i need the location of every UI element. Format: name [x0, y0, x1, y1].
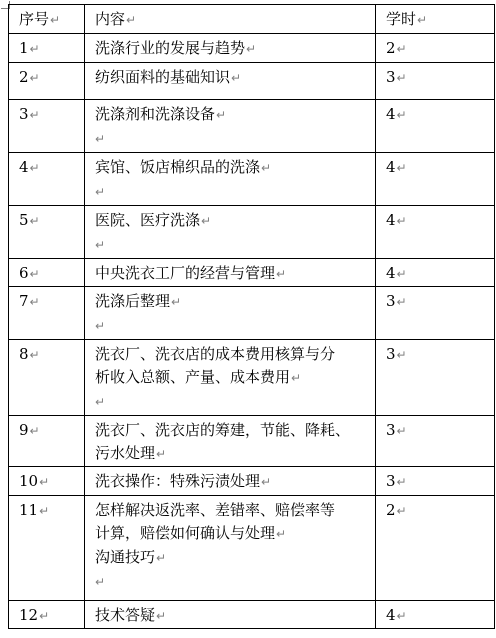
paragraph-mark-icon: ↵	[261, 161, 272, 175]
table-body	[9, 5, 495, 629]
row-hours: 4	[386, 606, 396, 624]
content-text: 沟通技巧	[95, 548, 156, 566]
row-number: 5	[19, 211, 29, 229]
content-line	[95, 262, 371, 286]
content-text: 洗衣厂、洗衣店的筹建，节能、降耗、	[95, 421, 351, 439]
paragraph-mark-icon: ↵	[276, 267, 287, 281]
course-schedule-table	[8, 4, 495, 629]
table-row	[9, 100, 495, 153]
row-hours: 3	[386, 292, 396, 310]
paragraph-mark-icon: ↵	[396, 424, 407, 438]
paragraph-mark-icon: ↵	[50, 13, 61, 27]
paragraph-mark-icon: ↵	[396, 161, 407, 175]
content-text: 洗衣操作：特殊污渍处理	[95, 472, 261, 490]
row-content-cell[interactable]	[85, 259, 376, 287]
content-text: 中央洗衣工厂的经营与管理	[95, 264, 276, 282]
paragraph-mark-icon: ↵	[417, 13, 428, 27]
row-hours: 4	[386, 158, 396, 176]
content-line	[95, 522, 371, 546]
row-content-cell[interactable]	[85, 34, 376, 63]
row-number-cell[interactable]	[9, 206, 85, 259]
paragraph-mark-icon: ↵	[29, 42, 40, 56]
row-number-cell[interactable]	[9, 601, 85, 629]
row-number-cell[interactable]	[9, 63, 85, 100]
header-cell-content[interactable]	[85, 5, 376, 34]
row-number: 9	[19, 421, 29, 439]
row-content-cell[interactable]	[85, 416, 376, 467]
row-number-cell[interactable]	[9, 34, 85, 63]
row-hours-cell[interactable]	[376, 601, 495, 629]
row-hours-cell[interactable]	[376, 100, 495, 153]
content-text: 洗涤行业的发展与趋势	[95, 39, 246, 57]
row-number: 7	[19, 292, 29, 310]
content-line	[95, 604, 371, 628]
row-number-cell[interactable]	[9, 153, 85, 206]
row-content-cell[interactable]	[85, 287, 376, 340]
row-content-cell[interactable]	[85, 63, 376, 100]
table-row	[9, 206, 495, 259]
row-hours: 4	[386, 211, 396, 229]
content-text: 污水处理	[95, 444, 156, 462]
content-text: 洗衣厂、洗衣店的成本费用核算与分	[95, 345, 336, 363]
row-content-cell[interactable]	[85, 153, 376, 206]
row-hours-cell[interactable]	[376, 206, 495, 259]
row-hours-cell[interactable]	[376, 467, 495, 496]
table-row	[9, 416, 495, 467]
row-number-cell[interactable]	[9, 287, 85, 340]
paragraph-mark-icon: ↵	[29, 424, 40, 438]
paragraph-mark-icon: ↵	[95, 132, 106, 146]
table-row	[9, 259, 495, 287]
empty-paragraph	[95, 180, 371, 203]
row-number-cell[interactable]	[9, 100, 85, 153]
paragraph-mark-icon: ↵	[261, 475, 272, 489]
row-number: 12	[19, 606, 39, 624]
row-hours-cell[interactable]	[376, 63, 495, 100]
paragraph-mark-icon: ↵	[396, 609, 407, 623]
table-row	[9, 467, 495, 496]
paragraph-mark-icon: ↵	[246, 42, 257, 56]
table-row	[9, 34, 495, 63]
header-no-label: 序号	[19, 10, 50, 28]
paragraph-mark-icon: ↵	[29, 348, 40, 362]
row-hours: 2	[386, 39, 396, 57]
paragraph-mark-icon: ↵	[396, 42, 407, 56]
paragraph-mark-icon: ↵	[396, 348, 407, 362]
content-text: 洗涤后整理	[95, 292, 171, 310]
table-row	[9, 496, 495, 601]
row-hours: 3	[386, 345, 396, 363]
paragraph-mark-icon: ↵	[39, 475, 50, 489]
row-hours-cell[interactable]	[376, 34, 495, 63]
row-number: 3	[19, 105, 29, 123]
header-content-label: 内容	[95, 10, 126, 28]
content-line	[95, 156, 371, 180]
row-number: 10	[19, 472, 39, 490]
table-row	[9, 287, 495, 340]
row-content-cell[interactable]	[85, 206, 376, 259]
paragraph-mark-icon: ↵	[39, 504, 50, 518]
content-text: 技术答疑	[95, 606, 156, 624]
paragraph-mark-icon: ↵	[396, 504, 407, 518]
row-number-cell[interactable]	[9, 416, 85, 467]
paragraph-mark-icon: ↵	[29, 161, 40, 175]
row-hours: 3	[386, 472, 396, 490]
row-number: 11	[19, 501, 39, 519]
table-row	[9, 601, 495, 629]
paragraph-mark-icon: ↵	[95, 238, 106, 252]
empty-paragraph	[95, 233, 371, 256]
row-hours: 2	[386, 501, 396, 519]
content-line	[95, 66, 371, 90]
table-row	[9, 340, 495, 416]
paragraph-mark-icon: ↵	[95, 575, 106, 589]
content-line	[95, 37, 371, 61]
paragraph-mark-icon: ↵	[291, 371, 302, 385]
header-hours-label: 学时	[386, 10, 417, 28]
row-hours: 3	[386, 68, 396, 86]
paragraph-mark-icon: ↵	[156, 609, 167, 623]
paragraph-mark-icon: ↵	[29, 71, 40, 85]
paragraph-mark-icon: ↵	[276, 527, 287, 541]
row-number: 2	[19, 68, 29, 86]
paragraph-mark-icon: ↵	[156, 551, 167, 565]
row-hours-cell[interactable]	[376, 287, 495, 340]
content-line	[95, 470, 371, 494]
paragraph-mark-icon: ↵	[396, 295, 407, 309]
paragraph-mark-icon: ↵	[156, 447, 167, 461]
row-hours-cell[interactable]	[376, 340, 495, 416]
paragraph-mark-icon: ↵	[95, 185, 106, 199]
paragraph-mark-icon: ↵	[396, 71, 407, 85]
empty-paragraph	[95, 570, 371, 593]
row-number: 4	[19, 158, 29, 176]
content-line	[95, 499, 371, 522]
row-number: 6	[19, 264, 29, 282]
content-text: 计算，赔偿如何确认与处理	[95, 524, 276, 542]
row-content-cell[interactable]	[85, 496, 376, 601]
content-text: 析收入总额、产量、成本费用	[95, 368, 291, 386]
paragraph-mark-icon: ↵	[29, 295, 40, 309]
row-hours-cell[interactable]	[376, 153, 495, 206]
paragraph-mark-icon: ↵	[126, 13, 137, 27]
row-number: 1	[19, 39, 29, 57]
header-cell-no[interactable]	[9, 5, 85, 34]
paragraph-mark-icon: ↵	[396, 214, 407, 228]
paragraph-mark-icon: ↵	[396, 108, 407, 122]
row-hours-cell[interactable]	[376, 259, 495, 287]
content-line	[95, 290, 371, 314]
content-text: 洗涤剂和洗涤设备	[95, 105, 216, 123]
content-line	[95, 343, 371, 366]
row-hours-cell[interactable]	[376, 496, 495, 601]
row-content-cell[interactable]	[85, 467, 376, 496]
row-content-cell[interactable]	[85, 100, 376, 153]
empty-paragraph	[95, 127, 371, 150]
content-line	[95, 546, 371, 570]
paragraph-mark-icon: ↵	[231, 71, 242, 85]
table-row	[9, 153, 495, 206]
table-header-row	[9, 5, 495, 34]
row-number-cell[interactable]	[9, 467, 85, 496]
row-number-cell[interactable]	[9, 340, 85, 416]
paragraph-mark-icon: ↵	[39, 609, 50, 623]
row-number: 8	[19, 345, 29, 363]
row-hours-cell[interactable]	[376, 416, 495, 467]
content-text: 医院、医疗洗涤	[95, 211, 201, 229]
paragraph-mark-icon: ↵	[396, 475, 407, 489]
paragraph-mark-icon: ↵	[29, 108, 40, 122]
header-cell-hours[interactable]	[376, 5, 495, 34]
paragraph-mark-icon: ↵	[95, 395, 106, 409]
content-line	[95, 366, 371, 390]
paragraph-mark-icon: ↵	[216, 108, 227, 122]
content-line	[95, 442, 371, 466]
content-text: 纺织面料的基础知识	[95, 68, 231, 86]
row-number-cell[interactable]	[9, 496, 85, 601]
paragraph-mark-icon: ↵	[201, 214, 212, 228]
empty-paragraph	[95, 314, 371, 337]
empty-paragraph	[95, 390, 371, 413]
content-line	[95, 209, 371, 233]
row-hours: 4	[386, 105, 396, 123]
paragraph-mark-icon: ↵	[396, 267, 407, 281]
content-text: 宾馆、饭店棉织品的洗涤	[95, 158, 261, 176]
table-row	[9, 63, 495, 100]
paragraph-mark-icon: ↵	[95, 319, 106, 333]
paragraph-mark-icon: ↵	[29, 214, 40, 228]
paragraph-mark-icon: ↵	[29, 267, 40, 281]
content-line	[95, 419, 371, 442]
content-line	[95, 103, 371, 127]
row-hours: 4	[386, 264, 396, 282]
row-number-cell[interactable]	[9, 259, 85, 287]
row-content-cell[interactable]	[85, 340, 376, 416]
row-hours: 3	[386, 421, 396, 439]
row-content-cell[interactable]	[85, 601, 376, 629]
paragraph-mark-icon: ↵	[171, 295, 182, 309]
content-text: 怎样解决返洗率、差错率、赔偿率等	[95, 501, 336, 519]
